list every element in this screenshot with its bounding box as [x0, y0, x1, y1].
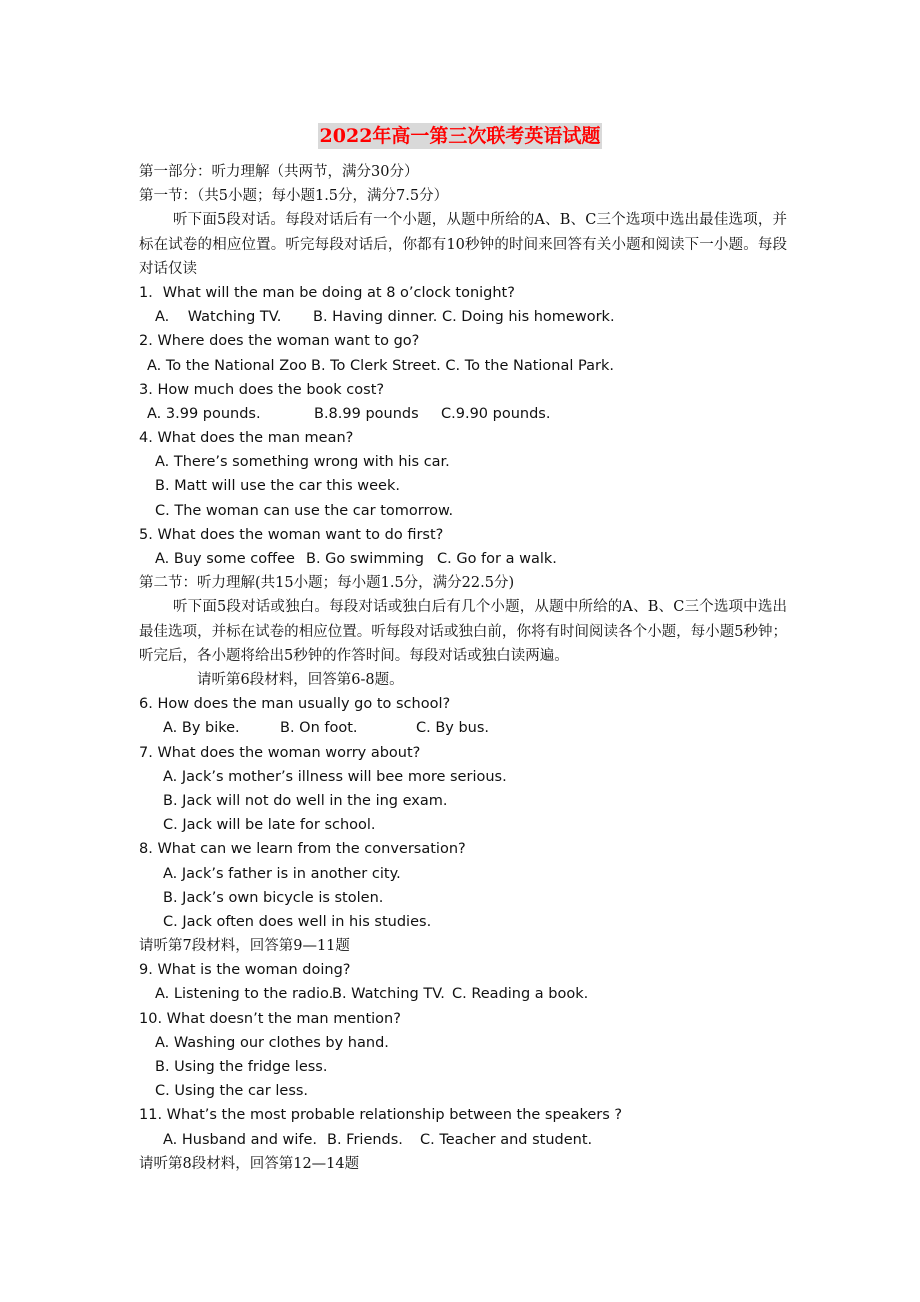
question-9-stem: 9. What is the woman doing? — [139, 962, 351, 979]
question-11-stem: 11. What’s the most probable relationship between the speakers ? — [139, 1107, 623, 1124]
question-8-option-c: C. Jack often does well in his studies. — [163, 913, 432, 930]
section1-instructions: 听下面5段对话。每段对话后有一个小题，从题中所给的A、B、C三个选项中选出最佳选项，并标在试卷的相应位置。听完每段对话后，你都有10秒钟的时间来回答有关小题和阅读下一小题。每段对话仅读 — [139, 212, 787, 277]
question-6-options — [139, 716, 787, 740]
section1-heading: 第一节：（共5小题；每小题1.5分，满分7.5分） — [139, 188, 449, 205]
question-4-stem: 4. What does the man mean? — [139, 430, 354, 447]
question-7-option-c: C. Jack will be late for school. — [163, 817, 376, 834]
question-7-option-b: B. Jack will not do well in the ing exam. — [163, 792, 448, 809]
option-c: C. To the National Park. — [445, 357, 614, 374]
section2-instructions: 听下面5段对话或独白。每段对话或独白后有几个小题，从题中所给的A、B、C三个选项中选出最佳选项，并标在试卷的相应位置。听每段对话或独白前，你将有时间阅读各个小题，每小题5秒钟；听完后，各小题将给出5秒钟的作答时间。每段对话或独白读两遍。 — [139, 599, 787, 664]
option-c: C. By bus. — [416, 720, 490, 737]
option-b: B. Go swimming — [306, 551, 424, 568]
question-4-option-c: C. The woman can use the car tomorrow. — [155, 502, 454, 519]
option-a: A. By bike. — [163, 720, 240, 737]
option-c: C. Go for a walk. — [437, 551, 557, 568]
option-a: A. To the National Zoo — [147, 357, 307, 374]
question-8-stem: 8. What can we learn from the conversation? — [139, 841, 466, 858]
option-b: B. On foot. — [280, 720, 358, 737]
option-c: C. Doing his homework. — [441, 309, 615, 326]
option-a: A. Listening to the radio. — [155, 986, 334, 1003]
page-title: 2022年高一第三次联考英语试题 — [319, 125, 601, 147]
option-b: B.8.99 pounds — [314, 405, 419, 422]
section2-heading: 第二节：听力理解(共15小题；每小题1.5分，满分22.5分) — [139, 575, 515, 592]
question-1-stem: 1．What will the man be doing at 8 o’clock tonight? — [139, 284, 515, 301]
question-11-options — [139, 1128, 787, 1152]
question-3-options — [139, 402, 787, 426]
option-b: B. To Clerk Street. — [311, 357, 441, 374]
question-4-option-b: B. Matt will use the car this week. — [155, 478, 400, 495]
option-b: B. Having dinner. — [313, 309, 438, 326]
question-5-stem: 5. What does the woman want to do first? — [139, 526, 444, 543]
question-2-stem: 2. Where does the woman want to go? — [139, 333, 420, 350]
question-10-option-b: B. Using the fridge less. — [155, 1059, 328, 1075]
question-8-option-b: B. Jack’s own bicycle is stolen. — [163, 889, 384, 906]
option-a: A. Watching TV. — [155, 309, 282, 326]
question-2-options — [139, 354, 787, 378]
part1-heading: 第一部分：听力理解（共两节，满分30分） — [139, 164, 419, 180]
material-6-note: 请听第6段材料，回答第6-8题。 — [197, 672, 404, 688]
question-3-stem: 3. How much does the book cost? — [139, 381, 385, 398]
question-6-stem: 6. How does the man usually go to school? — [139, 696, 451, 713]
question-7-stem: 7. What does the woman worry about? — [139, 744, 421, 761]
option-c: C.9.90 pounds. — [441, 405, 551, 422]
option-a: A. Husband and wife. — [163, 1131, 318, 1148]
option-b: B. Watching TV. — [332, 986, 445, 1003]
question-5-options — [139, 547, 787, 571]
question-10-option-a: A. Washing our clothes by hand. — [155, 1034, 389, 1051]
option-a: A. Buy some coffee — [155, 551, 295, 568]
title-row — [0, 123, 920, 149]
question-8-option-a: A. Jack’s father is in another city. — [163, 865, 401, 882]
option-a: A. 3.99 pounds. — [147, 405, 261, 422]
material-7-note: 请听第7段材料，回答第9—11题 — [139, 938, 350, 955]
question-4-option-a: A. There’s something wrong with his car. — [155, 454, 450, 471]
option-c: C. Reading a book. — [452, 986, 589, 1003]
material-8-note: 请听第8段材料，回答第12—14题 — [139, 1155, 360, 1172]
option-c: C. Teacher and student. — [420, 1131, 593, 1148]
question-10-stem: 10. What doesn’t the man mention? — [139, 1010, 401, 1027]
question-10-option-c: C. Using the car less. — [155, 1083, 309, 1100]
question-1-options — [139, 305, 787, 329]
exam-content — [139, 160, 787, 1176]
question-7-option-a: A. Jack’s mother’s illness will bee more serious. — [163, 768, 507, 785]
option-b: B. Friends. — [327, 1131, 403, 1148]
question-9-options — [139, 982, 787, 1006]
